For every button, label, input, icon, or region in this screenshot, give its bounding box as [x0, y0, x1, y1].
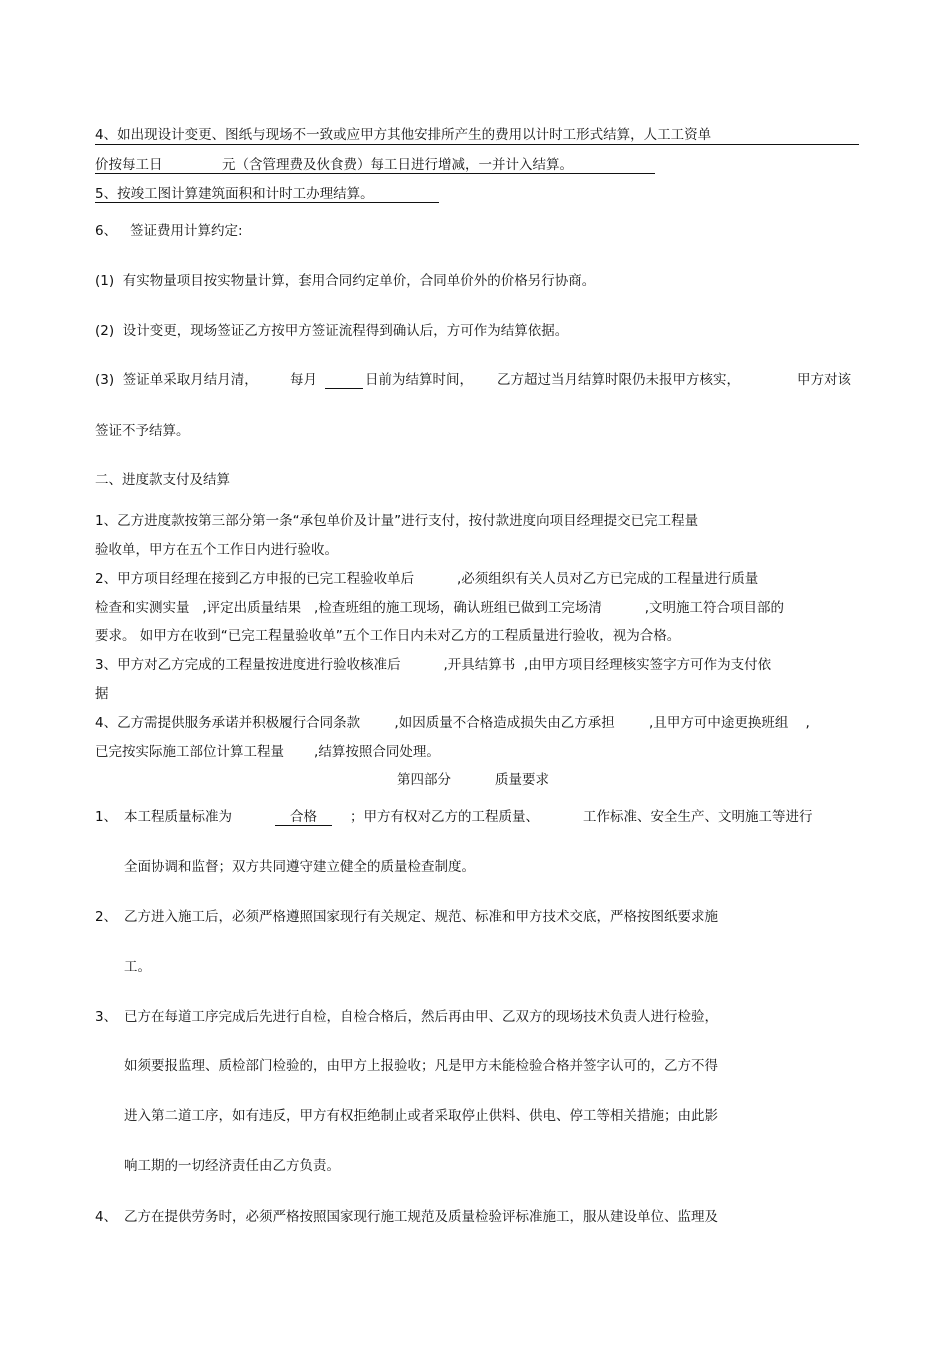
clause-6-title: 签证费用计算约定: [130, 223, 243, 239]
clause-4-line-2b: 元（含管理费及伙食费）每工日进行增减，一并计入结算。 [222, 157, 573, 173]
quality-clause-4-number: 4、 [95, 1209, 118, 1225]
part-4-title: 质量要求 [495, 772, 549, 788]
payment-clause-2-line-3: 要求。 如甲方在收到“已完工程量验收单”五个工作日内未对乙方的工程质量进行验收，视为合格。 [95, 628, 681, 644]
quality-clause-2-number: 2、 [95, 909, 118, 925]
quality-clause-2-text: 乙方进入施工后，必须严格遵照国家现行有关规定、规范、标准和甲方技术交底，严格按图纸要求施 [124, 909, 718, 925]
quality-clause-3-cont-1: 如须要报监理、质检部门检验的，由甲方上报验收；凡是甲方未能检验合格并签字认可的，乙方不得 [124, 1058, 718, 1074]
quality-clause-3-cont-3: 响工期的一切经济责任由乙方负责。 [124, 1158, 340, 1174]
payment-clause-2-line-1: 2、甲方项目经理在接到乙方申报的已完工程验收单后 ,必须组织有关人员对乙方已完成的工程量进行质量 [95, 571, 759, 587]
sub-clause-1: (1) 有实物量项目按实物量计算，套用合同约定单价，合同单价外的价格另行协商。 [95, 273, 596, 289]
clause-6-number: 6、 [95, 223, 118, 239]
quality-clause-1-cont: 全面协调和监督；双方共同遵守建立健全的质量检查制度。 [124, 859, 475, 875]
quality-clause-2-cont: 工。 [124, 959, 151, 975]
sub-clause-3-part-d: 乙方超过当月结算时限仍未报甲方核实， [497, 372, 740, 388]
payment-clause-4-line-2: 已完按实际施工部位计算工程量 ,结算按照合同处理。 [95, 744, 440, 760]
sub-clause-2: (2) 设计变更，现场签证乙方按甲方签证流程得到确认后，方可作为结算依据。 [95, 323, 569, 339]
sub-clause-3-part-a: (3) 签证单采取月结月清， [95, 372, 258, 388]
quality-clause-3-cont-2: 进入第二道工序，如有违反，甲方有权拒绝制止或者采取停止供料、供电、停工等相关措施；由此影 [124, 1108, 718, 1124]
sub-clause-3-cont: 签证不予结算。 [95, 423, 190, 439]
clause-4-line-2a: 价按每工日 [95, 157, 163, 173]
part-4-label: 第四部分 [397, 772, 451, 788]
underline [95, 173, 655, 174]
quality-clause-1-text-c: 工作标准、安全生产、文明施工等进行 [583, 809, 813, 825]
clause-4-line-1: 4、如出现设计变更、图纸与现场不一致或应甲方其他安排所产生的费用以计时工形式结算，人工工资单 [95, 127, 712, 143]
sub-clause-3-part-c: 日前为结算时间， [365, 372, 473, 388]
quality-clause-3-number: 3、 [95, 1009, 118, 1025]
payment-clause-1-line-2: 验收单，甲方在五个工作日内进行验收。 [95, 542, 338, 558]
quality-clause-1-number: 1、 [95, 809, 118, 825]
sub-clause-3-part-e: 甲方对该 [797, 372, 851, 388]
underline [95, 202, 439, 203]
quality-standard-value: 合格 [290, 809, 317, 825]
payment-clause-1-line-1: 1、乙方进度款按第三部分第一条“承包单价及计量”进行支付，按付款进度向项目经理提交已完工程量 [95, 513, 699, 529]
quality-clause-4-text: 乙方在提供劳务时，必须严格按照国家现行施工规范及质量检验评标准施工，服从建设单位、监理及 [124, 1209, 718, 1225]
payment-clause-3-line-1: 3、甲方对乙方完成的工程量按进度进行验收核准后 ,开具结算书 ,由甲方项目经理核实签字方可作为支付依 [95, 657, 772, 673]
quality-clause-1-text-b: ；甲方有权对乙方的工程质量、 [350, 809, 539, 825]
underline [95, 144, 859, 145]
section-heading-progress-payment: 二、进度款支付及结算 [95, 472, 230, 488]
quality-clause-3-text: 已方在每道工序完成后先进行自检，自检合格后，然后再由甲、乙双方的现场技术负责人进行检验， [124, 1009, 718, 1025]
payment-clause-4-line-1: 4、乙方需提供服务承诺并积极履行合同条款 ,如因质量不合格造成损失由乙方承担 ,且甲方可中途更换班组 , [95, 715, 810, 731]
sub-clause-3-part-b: 每月 [290, 372, 317, 388]
clause-5: 5、按竣工图计算建筑面积和计时工办理结算。 [95, 186, 374, 202]
payment-clause-3-line-2: 据 [95, 686, 109, 702]
quality-clause-1-text-a: 本工程质量标准为 [124, 809, 232, 825]
blank-underline [325, 388, 363, 389]
underline [275, 825, 332, 826]
payment-clause-2-line-2: 检查和实测实量 ,评定出质量结果 ,检查班组的施工现场，确认班组已做到工完场清 ,文明施工符合项目部的 [95, 600, 785, 616]
